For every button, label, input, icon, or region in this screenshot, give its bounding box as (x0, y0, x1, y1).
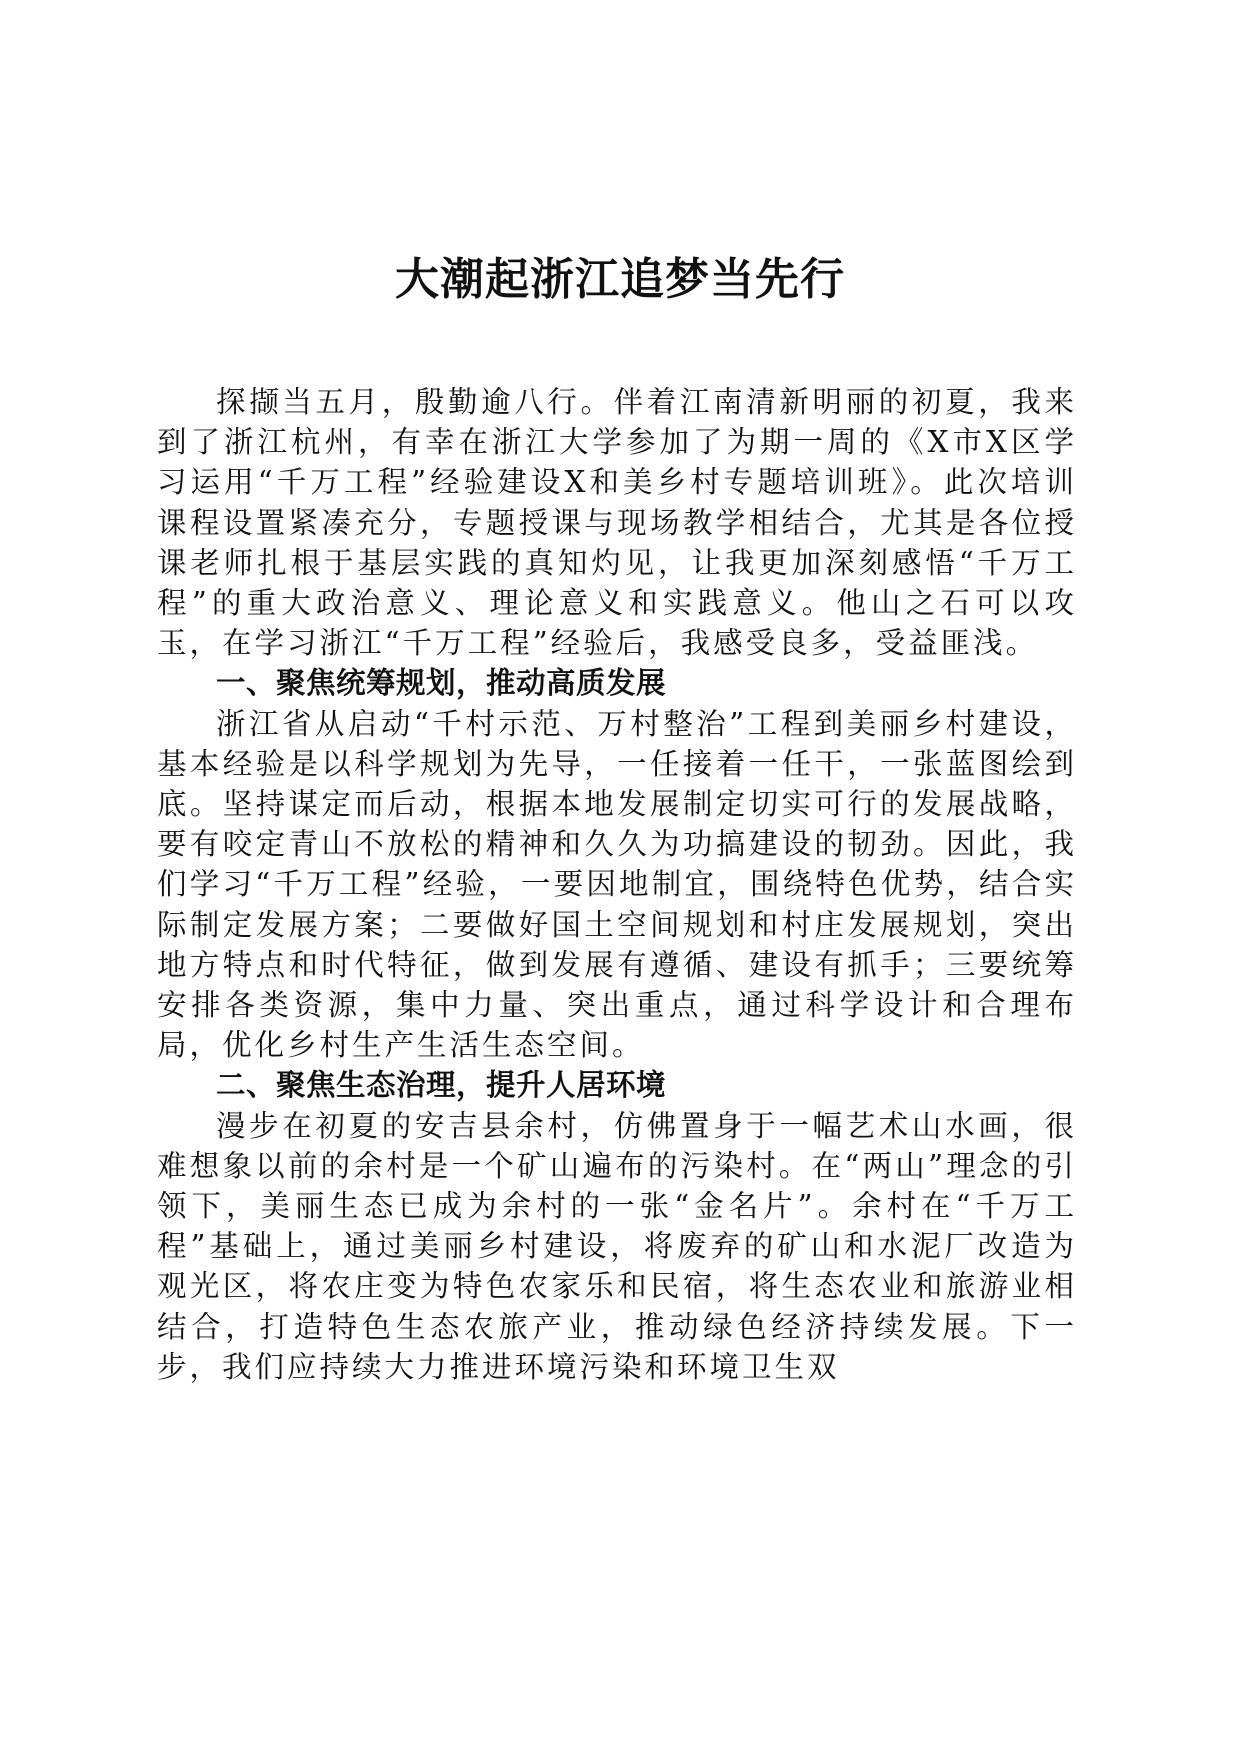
section-heading-2: 二、聚焦生态治理，提升人居环境 (216, 1067, 667, 1103)
document-title: 大潮起浙江追梦当先行 (395, 254, 845, 305)
document-body (157, 382, 1077, 1387)
body-paragraph-ecology: 漫步在初夏的安吉县余村，仿佛置身于一幅艺术山水画，很难想象以前的余村是一个矿山遍布的污染村。在“两山”理念的引领下，美丽生态已成为余村的一张“金名片”。余村在“千万工程”基础上，通过美丽乡村建设，将废弃的矿山和水泥厂改造为观光区，将农庄变为特色农家乐和民宿，将生态农业和旅游业相结合，打造特色生态农旅产业，推动绿色经济持续发展。下一步，我们应持续大力推进环境污染和环境卫生双 (157, 1108, 1077, 1384)
body-paragraph-intro: 探撷当五月，殷勤逾八行。伴着江南清新明丽的初夏，我来到了浙江杭州，有幸在浙江大学参加了为期一周的《X市X区学习运用“千万工程”经验建设X和美乡村专题培训班》。此次培训课程设置紧凑充分，专题授课与现场教学相结合，尤其是各位授课老师扎根于基层实践的真知灼见，让我更加深刻感悟“千万工程”的重大政治意义、理论意义和实践意义。他山之石可以攻玉，在学习浙江“千万工程”经验后，我感受良多，受益匪浅。 (157, 385, 1077, 661)
section-heading-1: 一、聚焦统筹规划，推动高质发展 (216, 665, 667, 701)
body-paragraph-planning: 浙江省从启动“千村示范、万村整治”工程到美丽乡村建设，基本经验是以科学规划为先导，一任接着一任干，一张蓝图绘到底。坚持谋定而后动，根据本地发展制定切实可行的发展战略，要有咬定青山不放松的精神和久久为功搞建设的韧劲。因此，我们学习“千万工程”经验，一要因地制宜，围绕特色优势，结合实际制定发展方案；二要做好国土空间规划和村庄发展规划，突出地方特点和时代特征，做到发展有遵循、建设有抓手；三要统筹安排各类资源，集中力量、突出重点，通过科学设计和合理布局，优化乡村生产生活生态空间。 (157, 706, 1077, 1063)
